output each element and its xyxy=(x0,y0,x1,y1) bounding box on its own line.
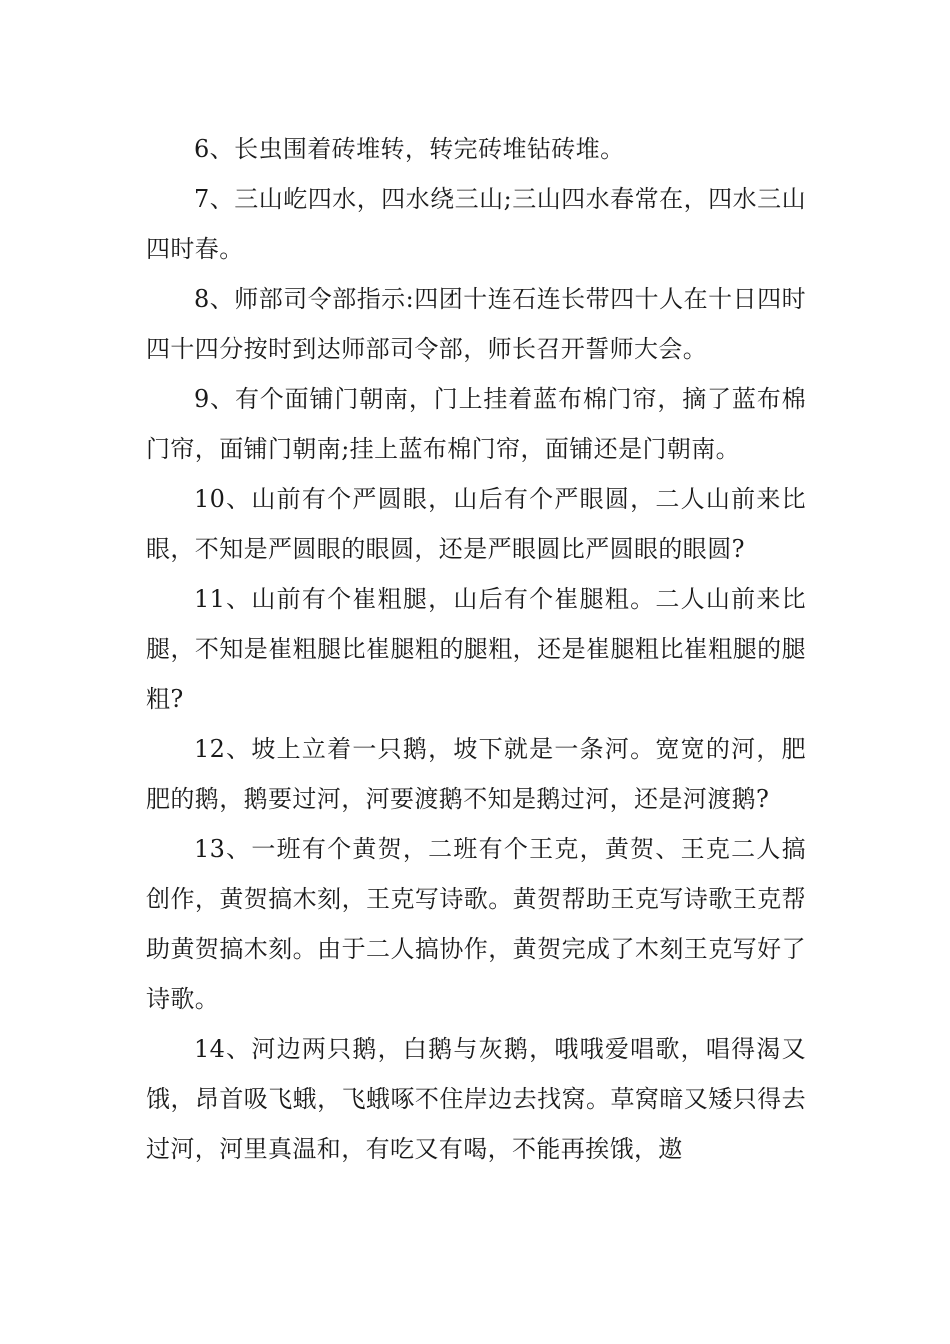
paragraph-14: 14、河边两只鹅，白鹅与灰鹅，哦哦爱唱歌，唱得渴又饿，昂首吸飞蛾，飞蛾啄不住岸边去找窝。草窝暗又矮只得去过河，河里真温和，有吃又有喝，不能再挨饿，遨 xyxy=(146,1035,806,1163)
paragraph-10: 10、山前有个严圆眼，山后有个严眼圆，二人山前来比眼，不知是严圆眼的眼圆，还是严眼圆比严圆眼的眼圆? xyxy=(146,485,806,563)
paragraph-13: 13、一班有个黄贺，二班有个王克，黄贺、王克二人搞创作，黄贺搞木刻，王克写诗歌。黄贺帮助王克写诗歌王克帮助黄贺搞木刻。由于二人搞协作，黄贺完成了木刻王克写好了诗歌。 xyxy=(146,835,806,1013)
document-body xyxy=(146,124,806,1174)
paragraph-7: 7、三山屹四水，四水绕三山;三山四水春常在，四水三山四时春。 xyxy=(146,185,806,263)
paragraph-11: 11、山前有个崔粗腿，山后有个崔腿粗。二人山前来比腿，不知是崔粗腿比崔腿粗的腿粗，还是崔腿粗比崔粗腿的腿粗? xyxy=(146,585,806,713)
paragraph-12: 12、坡上立着一只鹅，坡下就是一条河。宽宽的河，肥肥的鹅，鹅要过河，河要渡鹅不知是鹅过河，还是河渡鹅? xyxy=(146,735,806,813)
paragraph-6: 6、长虫围着砖堆转，转完砖堆钻砖堆。 xyxy=(194,135,625,163)
paragraph-8: 8、师部司令部指示:四团十连石连长带四十人在十日四时四十四分按时到达师部司令部，师长召开誓师大会。 xyxy=(146,285,806,363)
paragraph-9: 9、有个面铺门朝南，门上挂着蓝布棉门帘，摘了蓝布棉门帘，面铺门朝南;挂上蓝布棉门帘，面铺还是门朝南。 xyxy=(146,385,806,463)
